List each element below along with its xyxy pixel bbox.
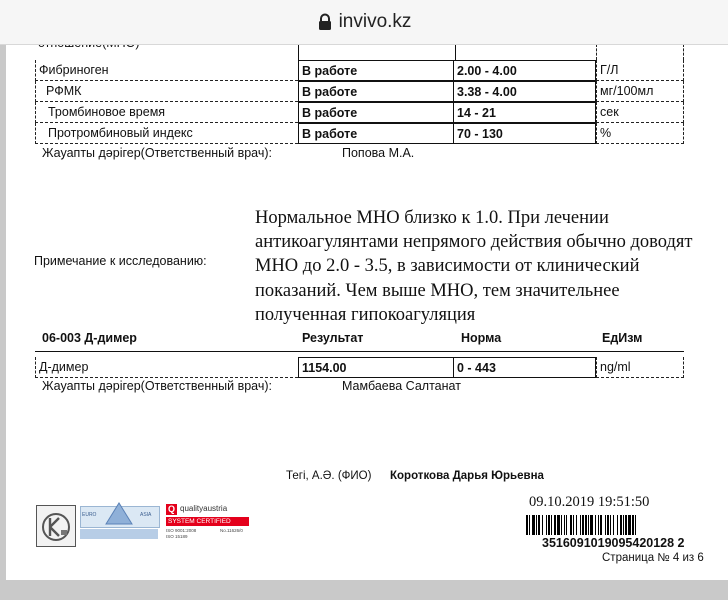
table-row-unit: Г/Л	[596, 60, 684, 81]
barcode-bar	[532, 515, 535, 535]
table-row-norm: 14 - 21	[453, 102, 596, 123]
barcode-bar	[600, 515, 602, 535]
table-row-norm: 2.00 - 4.00	[453, 60, 596, 81]
asia-label: ASIA	[140, 512, 152, 518]
barcode-bar	[529, 515, 530, 535]
barcode-bar	[610, 515, 611, 535]
table2-header-norm: Норма	[461, 331, 502, 345]
barcode-bar	[526, 515, 528, 535]
table-row-name: Тромбиновое время	[35, 102, 298, 123]
table-row-unit: %	[596, 123, 684, 144]
barcode-bar	[536, 515, 537, 535]
euro-label: EURO	[82, 512, 97, 518]
divider	[683, 44, 684, 60]
page-number: Страница № 4 из 6	[602, 552, 704, 564]
table-row-result: 1154.00	[298, 357, 454, 378]
iso-line2: ISO 15189	[166, 534, 188, 539]
quality-austria-logo	[166, 504, 256, 546]
divider	[596, 44, 597, 60]
responsible-doctor-name: Попова М.А.	[342, 146, 415, 160]
barcode	[526, 515, 716, 535]
barcode-bar	[632, 515, 634, 535]
lock-icon	[317, 13, 333, 31]
signature-label: Тегі, А.Ә. (ФИО)	[286, 470, 372, 482]
table-row-result: В работе	[298, 123, 454, 144]
signature-name: Короткова Дарья Юрьевна	[390, 470, 544, 482]
table-row-result: В работе	[298, 81, 454, 102]
table-row-norm: 3.38 - 4.00	[453, 81, 596, 102]
barcode-bar	[590, 515, 593, 535]
barcode-bar	[538, 515, 540, 535]
barcode-bar	[613, 515, 614, 535]
responsible-doctor-label: Жауапты дәрігер(Ответственный врач):	[42, 146, 272, 160]
table-row-norm: 0 - 443	[453, 357, 596, 378]
table-row-name: Протромбиновый индекс	[35, 123, 298, 144]
barcode-bar	[554, 515, 556, 535]
barcode-bar	[595, 515, 596, 535]
barcode-bar	[605, 515, 606, 535]
table-row-name: Д-димер	[35, 357, 298, 378]
table-row-result: В работе	[298, 60, 454, 81]
barcode-bar	[588, 515, 589, 535]
table-row-unit: ng/ml	[596, 357, 684, 378]
iso-reg: No.11626/0	[220, 528, 243, 533]
table2-header-unit: ЕдИзм	[602, 331, 643, 345]
barcode-bar	[570, 515, 572, 535]
iso-line1: ISO 9001:2008	[166, 528, 197, 533]
quality-brand: qualityaustria	[180, 504, 228, 513]
note-text: Нормальное МНО близко к 1.0. При лечении антикоагулянтами непрямого действия обычно доводят МНО до 2.0 - 3.5, в зависимости от клинический показаний. Чем выше МНО, тем значительнее полученная гипокоагуляция	[255, 208, 693, 325]
kz-accreditation-logo	[36, 505, 76, 547]
barcode-bar	[551, 515, 552, 535]
table2-header-result: Результат	[302, 331, 364, 345]
barcode-bar	[607, 515, 609, 535]
note-label: Примечание к исследованию:	[34, 254, 207, 268]
system-certified: SYSTEM CERTIFIED	[166, 517, 249, 526]
barcode-bar	[628, 515, 631, 535]
barcode-bar	[573, 515, 574, 535]
table-row-name: Фибриноген	[35, 60, 298, 81]
barcode-bar	[582, 515, 584, 535]
mountain-icon	[104, 500, 134, 526]
barcode-bar	[542, 515, 543, 535]
document-page	[6, 44, 728, 580]
responsible-doctor-name: Мамбаева Салтанат	[342, 379, 461, 393]
barcode-bar	[548, 515, 550, 535]
table-row-result: В работе	[298, 102, 454, 123]
table-row-unit: мг/100мл	[596, 81, 684, 102]
print-datetime: 09.10.2019 19:51:50	[529, 494, 650, 510]
barcode-bar	[617, 515, 618, 535]
table-row-unit: сек	[596, 102, 684, 123]
url-bar[interactable]	[0, 0, 728, 45]
euro-asia-logo	[80, 498, 158, 542]
table2-header-test: 06-003 Д-димер	[42, 331, 137, 345]
barcode-bar	[566, 515, 567, 535]
barcode-bar	[564, 515, 565, 535]
barcode-number: 3516091019095420128 2	[542, 536, 685, 550]
barcode-bar	[546, 515, 547, 535]
q-icon: Q	[167, 504, 175, 514]
kz-emblem-icon	[37, 506, 75, 546]
barcode-bar	[635, 515, 636, 535]
barcode-bar	[620, 515, 622, 535]
cell-result-partial	[298, 44, 456, 60]
barcode-bar	[576, 515, 577, 535]
table-row-name: РФМК	[35, 81, 298, 102]
barcode-bar	[625, 515, 627, 535]
barcode-bar	[561, 515, 562, 535]
url-domain: invivo.kz	[338, 11, 412, 32]
table-row-norm: 70 - 130	[453, 123, 596, 144]
responsible-doctor-label: Жауапты дәрігер(Ответственный врач):	[42, 379, 272, 393]
table2-header-rule	[35, 351, 684, 352]
barcode-bar	[580, 515, 581, 535]
barcode-bar	[557, 515, 560, 535]
barcode-bar	[623, 515, 624, 535]
barcode-bar	[598, 515, 599, 535]
barcode-bar	[585, 515, 587, 535]
